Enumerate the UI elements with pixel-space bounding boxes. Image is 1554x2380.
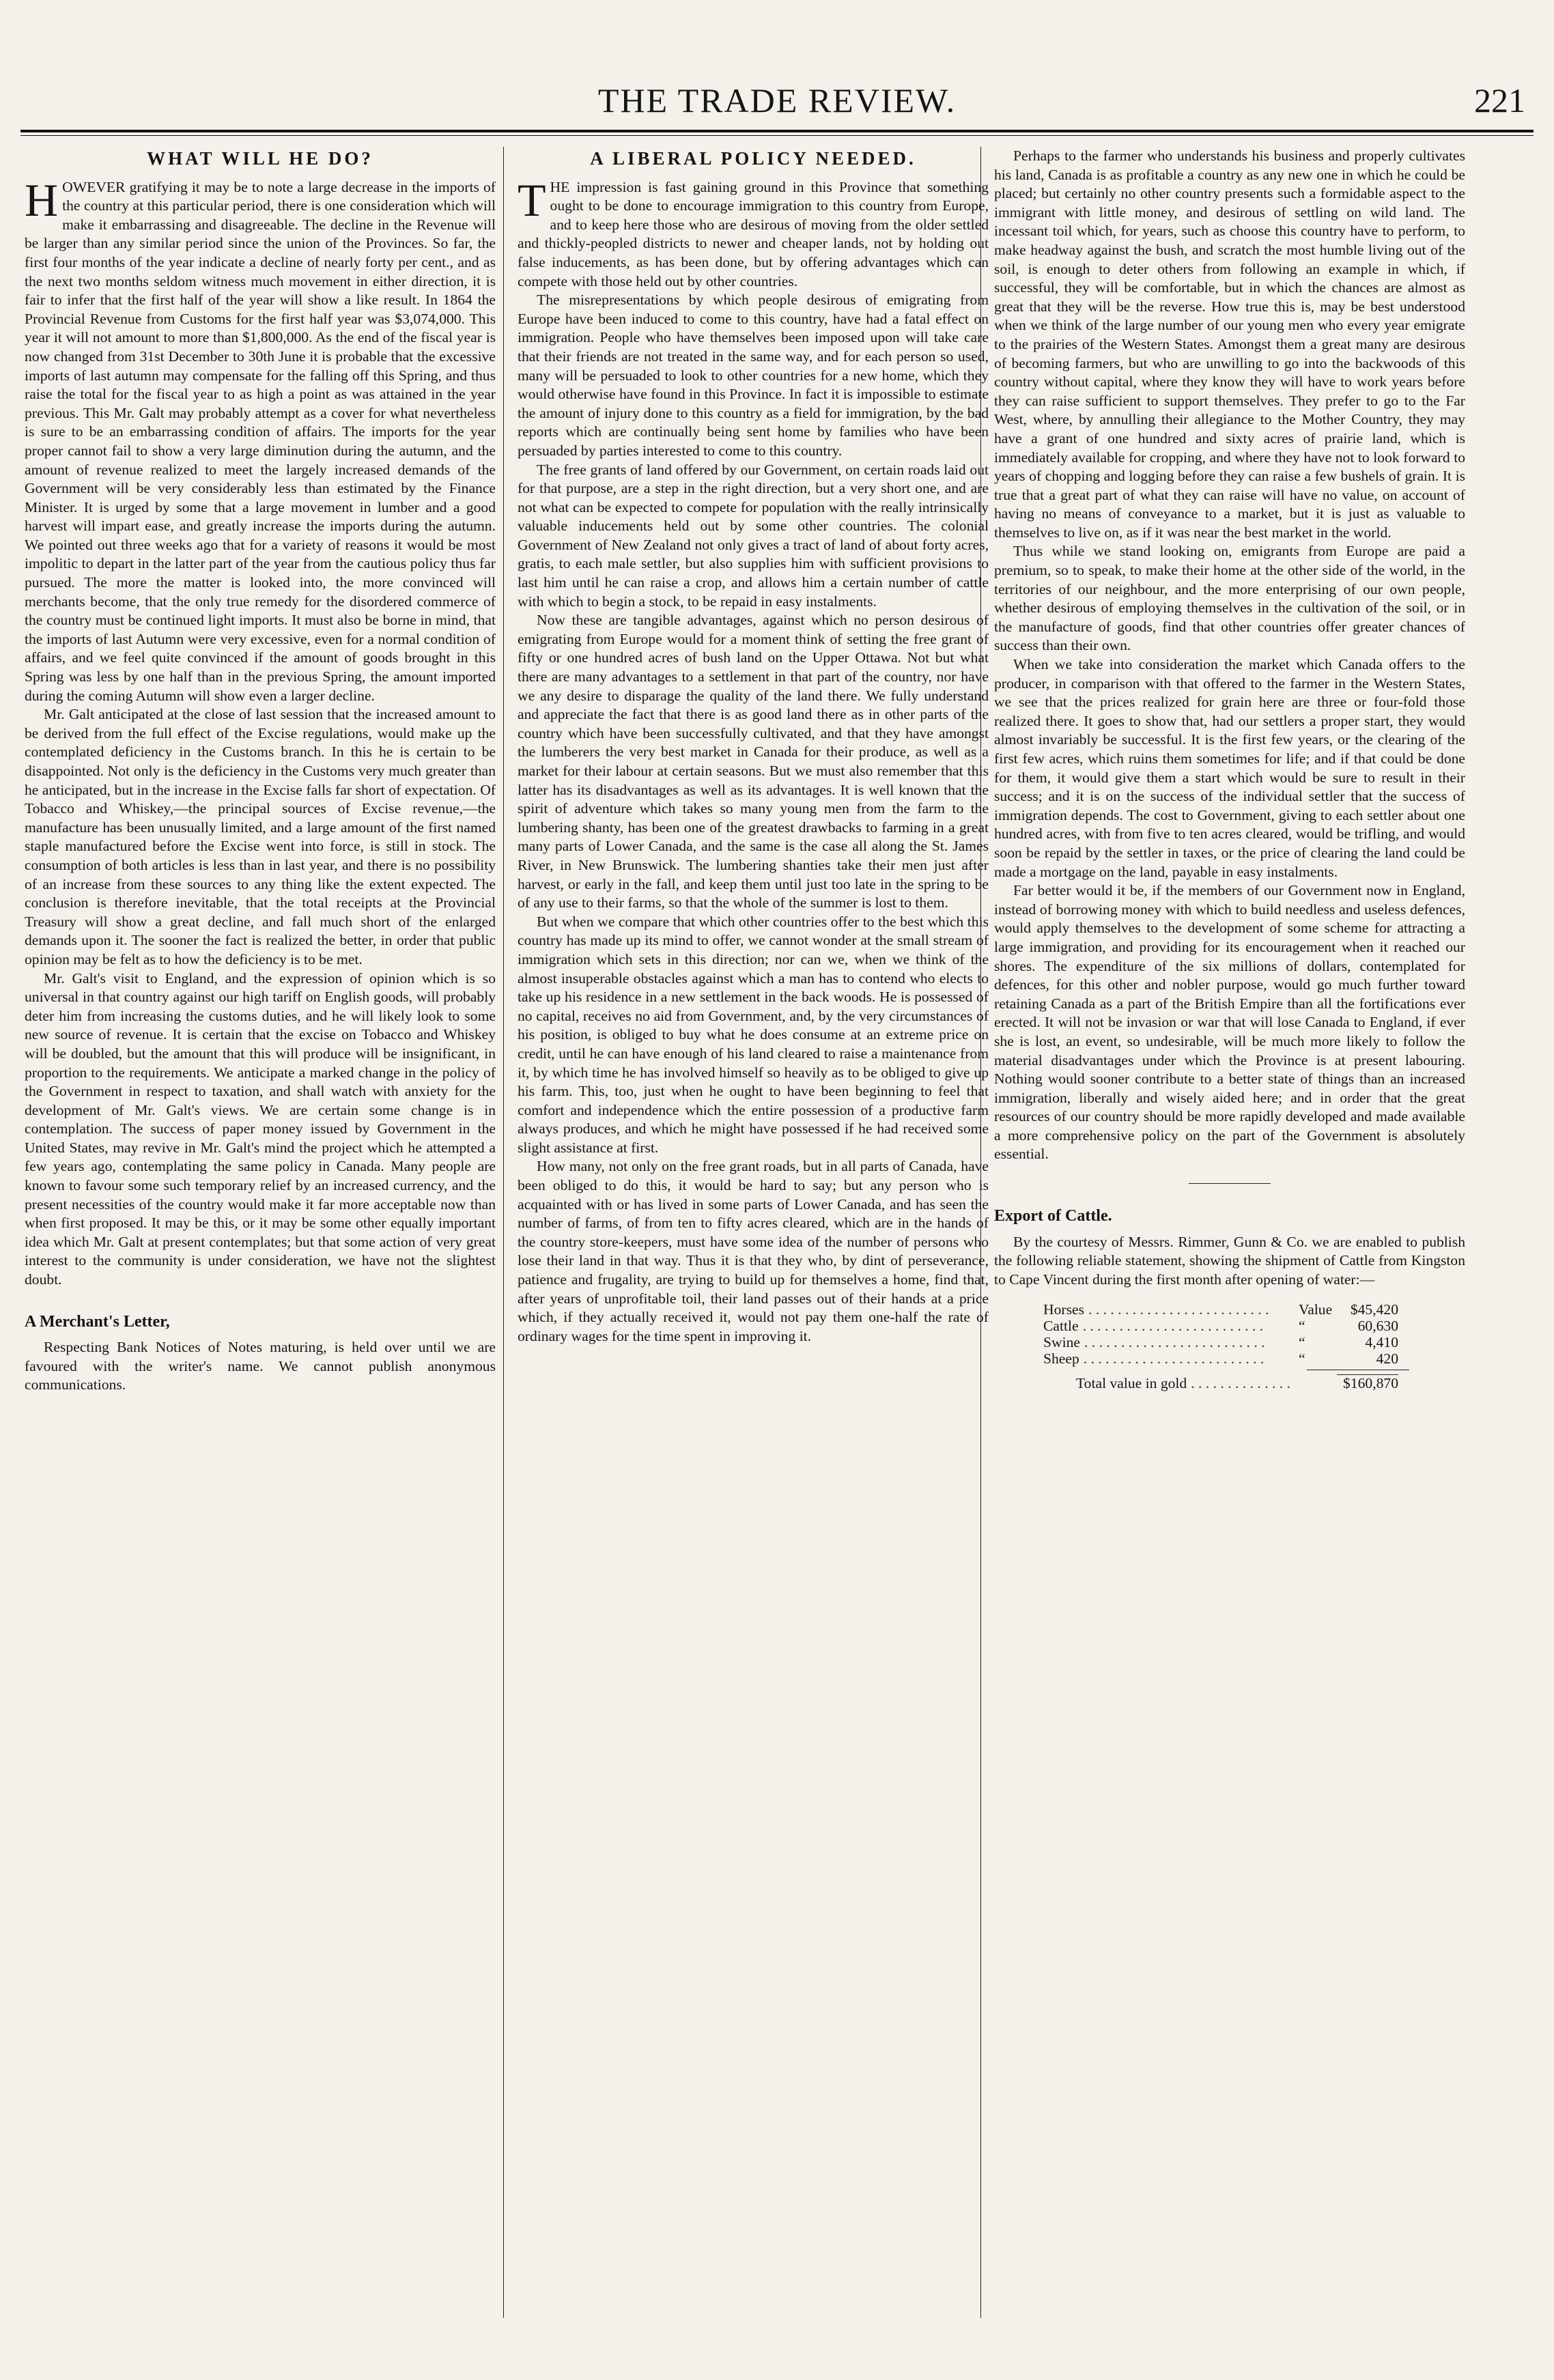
article-paragraph: But when we compare that which other countries offer to the best which this country has made up its mind to offer, we cannot wonder at the small stream of immigration which sets in this direction; nor can we, when we think of the almost insuperable obstacles against which a man has to contend who elects to take up his residence in a new settlement in the back woods. He is possessed of no capital, receives no aid from Government, and, by the very circumstances of his position, is obliged to buy what he does consume at an extreme price on credit, until he can have enough of his land cleared to raise a maintenance from it, by which time he has involved himself so heavily as to be obliged to give up his farm. This, too, just when he ought to have been beginning to feel that comfort and independence which the entire possession of a productive farm always produces, and which he might have possessed if he had received some slight assistance at first. (518, 913, 989, 1156)
masthead-rule (20, 130, 1534, 132)
article-heading: WHAT WILL HE DO? (147, 148, 373, 169)
article-paragraph: By the courtesy of Messrs. Rimmer, Gunn & Co. we are enabled to publish the following reliable statement, showing the shipment of Cattle from Kingston to Cape Vincent during the first month after opening of water:— (994, 1233, 1465, 1288)
table-row: Swine . . . . . . . . . . . . . . . . . . . . . . . . . “ 4,410 (1043, 1334, 1398, 1351)
notice-text: Respecting Bank Notices of Notes maturing, is held over until we are favoured with the writer's name. We cannot publish anonymous communications. (25, 1339, 496, 1393)
drop-cap: H (25, 173, 59, 226)
article-paragraph: Thus while we stand looking on, emigrants from Europe are paid a premium, so to speak, to make their home at the other side of the world, in the territories of our neighbour, and the more enterprising of our own people, whether desirous of employing themselves in the cultivation of the soil, or in the manufacture of goods, find that other countries offer greater chances of success than their own. (994, 543, 1465, 654)
table-row: Sheep . . . . . . . . . . . . . . . . . . . . . . . . . “ 420 (1043, 1350, 1398, 1368)
article-paragraph: How many, not only on the free grant roads, but in all parts of Canada, have been obliged to do this, it would be hard to say; but any person who is acquainted with or has lived in some parts of Lower Canada, and has seen the number of farms, of from ten to fifty acres cleared, which are in the hands of the country store-keepers, must have some idea of the number of persons who lose their land in that way. Thus it is that they who, by dint of perseverance, patience and frugality, are trying to build up for themselves a home, find that, after years of unprofitable toil, their land passes out of their hands at a price which, if they actually received it, would not pay them one-half the rate of ordinary wages for the time spent in improving it. (518, 1158, 989, 1344)
article-paragraph: Mr. Galt anticipated at the close of last session that the increased amount to be derived from the full effect of the Excise regulations, would make up the contemplated deficiency in the Customs branch. In this he is certain to be disappointed. Not only is the deficiency in the Customs very much greater than he anticipated, but in the increase in the Excise falls far short of expectation. Of Tobacco and Whiskey,—the principal sources of Excise revenue,—the manufacture has been unusually limited, and a large amount of the first named staple manufactured before the Excise went into force, is still in stock. The consumption of both articles is less than in last year, and there is no possibility of an increase from these sources to any thing like the extent expected. The conclusion is therefore inevitable, that the total receipts at the Provincial Treasury will show a great decline, and fall much short of the enlarged demands upon it. The sooner the fact is realized the better, in order that public opinion may be felt as to how the deficiency is to be met. (25, 706, 496, 967)
article-paragraph: HOWEVER gratifying it may be to note a large decrease in the imports of the country at this particular period, there is one consideration which will make it embarrassing and disagreeable. The decline in the Revenue will be larger than any similar period since the union of the Provinces. So far, the first four months of the year indicate a decline of nearly forty per cent., and as the next two months seldom witness much movement in either direction, it is fair to infer that the first half of the year will show a like result. In 1864 the Provincial Revenue from Customs for the first half year was $3,074,000. This year it will not amount to more than $1,800,000. As the end of the fiscal year is now changed from 31st December to 30th June it is probable that the excessive imports of last autumn may compensate for the falling off this Spring, and thus raise the total for the fiscal year to as high a point as was attained in the year previous. This Mr. Galt may probably attempt as a cover for what nevertheless is sure to be an embarrassing condition of affairs. The imports for the year proper cannot fail to show a very large diminution during the autumn, and the amount of revenue realized to meet the largely increased demands of the Government will be very considerably less than estimated by the Finance Minister. It is urged by some that a large movement in lumber and a good harvest will impart ease, and greatly increase the imports during the autumn. We pointed out three weeks ago that for a variety of reasons it would be most impolitic to depart in the latter part of the year from the cautious policy thus far pursued. The more the matter is looked into, the more convinced will merchants become, that the only true remedy for the disordered commerce of the country must be continued light imports. It must also be borne in mind, that the imports of last Autumn were very excessive, even for a normal condition of affairs, and we feel quite convinced if the amount of goods brought in this Spring was less by one half than in the previous Spring, the amount imported during the coming Autumn will show even a larger decline. (25, 173, 496, 704)
cattle-export-table (994, 1301, 1465, 1391)
article-paragraph: Perhaps to the farmer who understands his business and properly cultivates his land, Canada is as profitable a country as any new one in which he could be placed; but certainly no other country presents such a formidable aspect to the immigrant with little money, and desirous of settling on wild land. The incessant toil which, for years, such as choose this country have to perform, to make headway against the bush, and scratch the most humble living out of the soil, is enough to deter others from following an example in which, if successful, they will be comfortable, but in which the chances are almost as great that they will be the reverse. How true this is, may be best understood when we think of the large number of our young men who every year emigrate to the prairies of the Western States. Amongst them a great many are desirous of becoming farmers, but who are unwilling to go into the backwoods of this country without capital, where they know they will have to work years before they can raise sufficient to support themselves. They prefer to go to the Far West, where, by annulling their allegiance to the Mother Country, they may have a grant of one hundred and sixty acres of prairie land, which is immediately available for cropping, and where they have not to look forward to years of chopping and logging before they can raise a few bushels of grain. It is true that a great part of what they can raise will have no value, on account of having no means of conveyance to a market, but it is just as valuable to themselves to live on, as if it was near the best market in the world. (994, 147, 1465, 541)
masthead-rule-thin (20, 135, 1534, 136)
article-heading: A LIBERAL POLICY NEEDED. (590, 148, 916, 169)
table-row: Cattle . . . . . . . . . . . . . . . . . . . . . . . . . “ 60,630 (1043, 1318, 1398, 1335)
page-number: 221 (1474, 81, 1525, 119)
notice-heading: A Merchant's Letter, (25, 1312, 170, 1331)
article-paragraph: THE impression is fast gaining ground in this Province that something ought to be done to encourage immigration to this country from Europe, and to keep here those who are desirous of moving from the older settled and thickly-peopled districts to newer and cheaper lands, not by holding out false inducements, as has been done, but by offering advantages which can compete with those held out by other countries. (518, 173, 989, 289)
article-paragraph: Mr. Galt's visit to England, and the expression of opinion which is so universal in that country against our high tariff on English goods, will probably deter him from increasing the customs duties, and he will likely look to some new source of revenue. It is certain that the excise on Tobacco and Whiskey will be doubled, but the amount that this will produce will be insignificant, in proportion to the requirements. We anticipate a marked change in the policy of the Government in respect to taxation, and shall watch with anxiety for the development of Mr. Galt's views. We are certain some change is in contemplation. The success of paper money issued by Government in the United States, may revive in Mr. Galt's mind the project which he attempted a few years ago, contemplating the same policy in Canada. Many people are known to favour some such temporary relief by an increased currency, and the present necessities of the country would make it far more acceptable now than when first proposed. It may be this, or it may be some other equally important idea which Mr. Galt at present contemplates; but that some action of very great interest to the community is under consideration, we have not the slightest doubt. (25, 969, 496, 1288)
article-heading: Export of Cattle. (994, 1207, 1112, 1226)
drop-cap: T (518, 173, 546, 226)
article-paragraph: The misrepresentations by which people desirous of emigrating from Europe have been induced to come to this country, have had a fatal effect on immigration. People who have themselves been imposed upon will take care that their friends are not treated in the same way, and for each person so used, many will be persuaded to look to other countries for a new home, which they would otherwise have found in this Province. In fact it is impossible to estimate the amount of injury done to this country as a field for immigration, by the bad reports which are continually being sent home by families who have been persuaded by parties interested to come to this country. (518, 292, 989, 459)
publication-title: THE TRADE REVIEW. (597, 81, 957, 119)
column-1 (25, 147, 496, 2332)
masthead (20, 81, 1534, 128)
table-row: Horses . . . . . . . . . . . . . . . . . . . . . . . . . Value $45,420 (1043, 1301, 1398, 1318)
column-3 (994, 147, 1465, 2332)
article-paragraph: When we take into consideration the market which Canada offers to the producer, in comparison with that offered to the farmer in the Western States, we see that the prices realized for grain here are three or four-fold those realized there. It goes to show that, had our settlers a proper start, they would almost invariably be successful. It is the first few years, or the clearing of the first few acres, which ruins them sometimes for life; and if that could be done for them, it would give them a start which would be sure to result in their success; and it is on the success of the individual settler that the success of immigration depends. The cost to Government, giving to each settler about one hundred acres, with from five to ten acres cleared, would be trifling, and would soon be repaid by the settler in taxes, or the price of clearing the land could be made a mortgage on the land, payable in easy instalments. (994, 656, 1465, 880)
column-divider (503, 147, 504, 2318)
article-paragraph: Now these are tangible advantages, against which no person desirous of emigrating from Europe would for a moment think of setting the free grant of fifty or one hundred acres of bush land on the Upper Ottawa. Not but what there are many advantages to a settlement in that part of the country, nor have we any desire to disparage the quality of the land there. We fully understand and appreciate the fact that there is as good land there as in other parts of the country which have been successfully cultivated, and that they have amongst the lumberers the very best market in Canada for their produce, as well as a market for their labour at certain seasons. But we must also remember that this latter has its disadvantages as well as its advantages. It is well known that the spirit of adventure which takes so many young men from the farm to the lumbering shanty, has been one of the greatest drawbacks to farming in a great many parts of Lower Canada, and the same is the case all along the St. James River, in New Brunswick. The lumbering shanties take their men just after harvest, or early in the fall, and keep them until just too late in the spring to be of any use to their farms, so that the whole of the summer is lost to them. (518, 612, 989, 911)
article-paragraph: The free grants of land offered by our Government, on certain roads laid out for that purpose, are a step in the right direction, but a very short one, and are not what can be expected to compete for population with the really intrinsically valuable inducements held out by some other countries. The colonial Government of New Zealand not only gives a tract of land of about forty acres, gratis, to each male settler, but also supplies him with sufficient provisions to last him until he can raise a crop, and allows him a certain number of cattle with which to begin a stock, to be repaid in easy instalments. (518, 461, 989, 610)
column-2 (518, 147, 989, 2332)
article-paragraph: Far better would it be, if the members of our Government now in England, instead of borrowing money with which to build needless and useless defences, would apply themselves to the development of some scheme for attracting a large immigration, and providing for its encouragement when it reached our shores. The expenditure of the six millions of dollars, contemplated for defences, for this other and nobler purpose, would go much further toward retaining Canada as a part of the British Empire than all the fortifications ever erected. It will not be invasion or war that will lose Canada to England, if ever she is lost, an event, so undesirable, will be much more likely to follow the material disadvantages under which the Province is at present labouring. Nothing would sooner contribute to a better state of things than an increased immigration, liberally and wisely aided here; and in order that the great resources of our country should be more rapidly developed and made available a more comprehensive policy on the part of the Government is absolutely essential. (994, 882, 1465, 1163)
section-divider (1189, 1183, 1271, 1184)
table-total-row: Total value in gold . . . . . . . . . . . . . . $160,870 (1076, 1375, 1398, 1392)
